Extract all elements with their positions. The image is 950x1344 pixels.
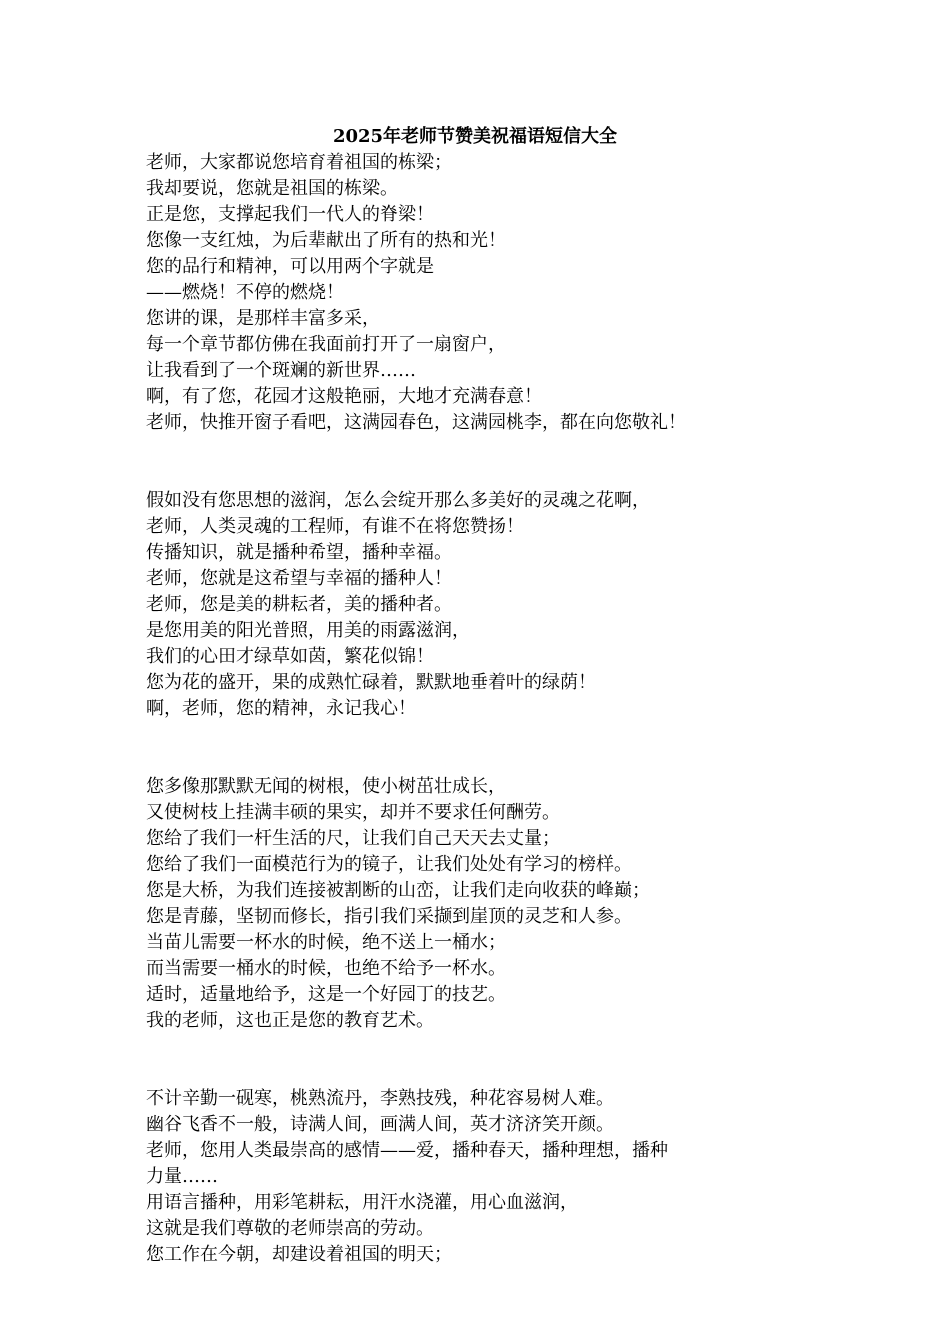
text-line: 您讲的课，是那样丰富多采， bbox=[146, 308, 380, 329]
text-line: 正是您，支撑起我们一代人的脊梁！ bbox=[146, 204, 434, 225]
text-line: 幽谷飞香不一般，诗满人间，画满人间，英才济济笑开颜。 bbox=[146, 1114, 614, 1135]
text-line: 老师，快推开窗子看吧，这满园春色，这满园桃李，都在向您敬礼！ bbox=[146, 412, 686, 433]
paragraph-2 bbox=[146, 488, 806, 722]
text-line: 啊，老师，您的精神，永记我心！ bbox=[146, 698, 416, 719]
text-line: 老师，您用人类最崇高的感情——爱，播种春天，播种理想，播种 bbox=[146, 1140, 668, 1161]
text-line: 老师，大家都说您培育着祖国的栋梁； bbox=[146, 152, 452, 173]
text-line: 当苗儿需要一杯水的时候，绝不送上一桶水； bbox=[146, 932, 506, 953]
text-line: ——燃烧！不停的燃烧！ bbox=[146, 282, 344, 303]
text-line: 您给了我们一杆生活的尺，让我们自己天天去丈量； bbox=[146, 828, 560, 849]
document-title: 2025年老师节赞美祝福语短信大全 bbox=[332, 126, 618, 147]
text-line: 每一个章节都仿佛在我面前打开了一扇窗户， bbox=[146, 334, 506, 355]
text-line: 让我看到了一个斑斓的新世界…… bbox=[146, 360, 416, 381]
text-line: 老师，您是美的耕耘者，美的播种者。 bbox=[146, 594, 452, 615]
text-line: 您的品行和精神，可以用两个字就是 bbox=[146, 256, 434, 277]
text-line: 啊，有了您，花园才这般艳丽，大地才充满春意！ bbox=[146, 386, 542, 407]
paragraph-4 bbox=[146, 1086, 806, 1268]
text-line: 假如没有您思想的滋润，怎么会绽开那么多美好的灵魂之花啊， bbox=[146, 490, 650, 511]
text-line: 您是青藤，坚韧而修长，指引我们采撷到崖顶的灵芝和人参。 bbox=[146, 906, 632, 927]
text-line: 您为花的盛开，果的成熟忙碌着，默默地垂着叶的绿荫！ bbox=[146, 672, 596, 693]
text-line: 而当需要一桶水的时候，也绝不给予一杯水。 bbox=[146, 958, 506, 979]
text-line: 我们的心田才绿草如茵，繁花似锦！ bbox=[146, 646, 434, 667]
text-line: 我却要说，您就是祖国的栋梁。 bbox=[146, 178, 398, 199]
text-line: 您工作在今朝，却建设着祖国的明天； bbox=[146, 1244, 452, 1265]
text-line: 力量…… bbox=[146, 1166, 218, 1187]
text-line: 您多像那默默无闻的树根，使小树茁壮成长， bbox=[146, 776, 506, 797]
paragraph-spacer bbox=[146, 1034, 806, 1086]
text-line: 传播知识，就是播种希望，播种幸福。 bbox=[146, 542, 452, 563]
text-line: 又使树枝上挂满丰硕的果实，却并不要求任何酬劳。 bbox=[146, 802, 560, 823]
text-line: 不计辛勤一砚寒，桃熟流丹，李熟技残，种花容易树人难。 bbox=[146, 1088, 614, 1109]
paragraph-spacer bbox=[146, 436, 806, 488]
text-line: 老师，您就是这希望与幸福的播种人！ bbox=[146, 568, 452, 589]
text-line: 用语言播种，用彩笔耕耘，用汗水浇灌，用心血滋润， bbox=[146, 1192, 578, 1213]
text-line: 这就是我们尊敬的老师崇高的劳动。 bbox=[146, 1218, 434, 1239]
text-line: 老师，人类灵魂的工程师，有谁不在将您赞扬！ bbox=[146, 516, 524, 537]
text-line: 是您用美的阳光普照，用美的雨露滋润， bbox=[146, 620, 470, 641]
document-body bbox=[146, 150, 806, 1268]
text-line: 我的老师，这也正是您的教育艺术。 bbox=[146, 1010, 434, 1031]
paragraph-1 bbox=[146, 150, 806, 436]
text-line: 您是大桥，为我们连接被割断的山峦，让我们走向收获的峰巅； bbox=[146, 880, 650, 901]
text-line: 您像一支红烛，为后辈献出了所有的热和光！ bbox=[146, 230, 506, 251]
paragraph-3 bbox=[146, 774, 806, 1034]
paragraph-spacer bbox=[146, 722, 806, 774]
text-line: 您给了我们一面模范行为的镜子，让我们处处有学习的榜样。 bbox=[146, 854, 632, 875]
text-line: 适时，适量地给予，这是一个好园丁的技艺。 bbox=[146, 984, 506, 1005]
